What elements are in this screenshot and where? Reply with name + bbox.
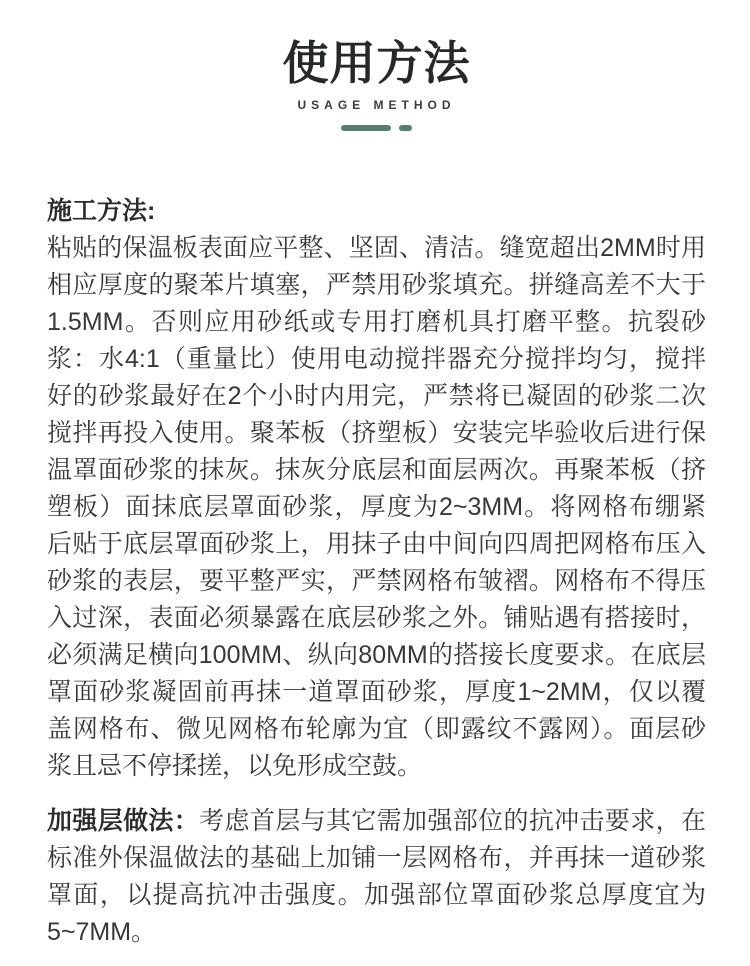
reinforcement-paragraph (47, 803, 706, 951)
title-divider (47, 125, 706, 131)
instructions-content (47, 193, 706, 951)
page-header (47, 34, 706, 131)
construction-method-section (47, 193, 706, 785)
reinforcement-layer-section (47, 803, 706, 951)
page-subtitle: USAGE METHOD (297, 98, 456, 112)
page-title: 使用方法 (282, 37, 471, 89)
divider-dash-long (341, 125, 391, 131)
construction-method-body: 粘贴的保温板表面应平整、坚固、清洁。缝宽超出2MM时用相应厚度的聚苯片填塞，严禁用砂浆填充。拼缝高差不大于1.5MM。否则应用砂纸或专用打磨机具打磨平整。抗裂砂浆：水4:1（重量比）使用电动搅拌器充分搅拌均匀，搅拌好的砂浆最好在2个小时内用完，严禁将已凝固的砂浆二次搅拌再投入使用。聚苯板（挤塑板）安装完毕验收后进行保温罩面砂浆的抹灰。抹灰分底层和面层两次。再聚苯板（挤塑板）面抹底层罩面砂浆，厚度为2~3MM。将网格布绷紧后贴于底层罩面砂浆上，用抹子由中间向四周把网格布压入砂浆的表层，要平整严实，严禁网格布皱褶。网格布不得压入过深，表面必须暴露在底层砂浆之外。铺贴遇有搭接时，必须满足横向100MM、纵向80MM的搭接长度要求。在底层罩面砂浆凝固前再抹一道罩面砂浆，厚度1~2MM，仅以覆盖网格布、微见网格布轮廓为宜（即露纹不露网）。面层砂浆且忌不停揉搓，以免形成空鼓。 (47, 234, 706, 780)
reinforcement-layer-body: 考虑首层与其它需加强部位的抗冲击要求，在标准外保温做法的基础上加铺一层网格布，并再抹一道砂浆罩面，以提高抗冲击强度。加强部位罩面砂浆总厚度宜为5~7MM。 (47, 807, 706, 946)
construction-method-heading: 施工方法: (47, 197, 156, 225)
reinforcement-layer-heading: 加强层做法： (47, 807, 200, 835)
divider-dash-short (399, 125, 412, 131)
